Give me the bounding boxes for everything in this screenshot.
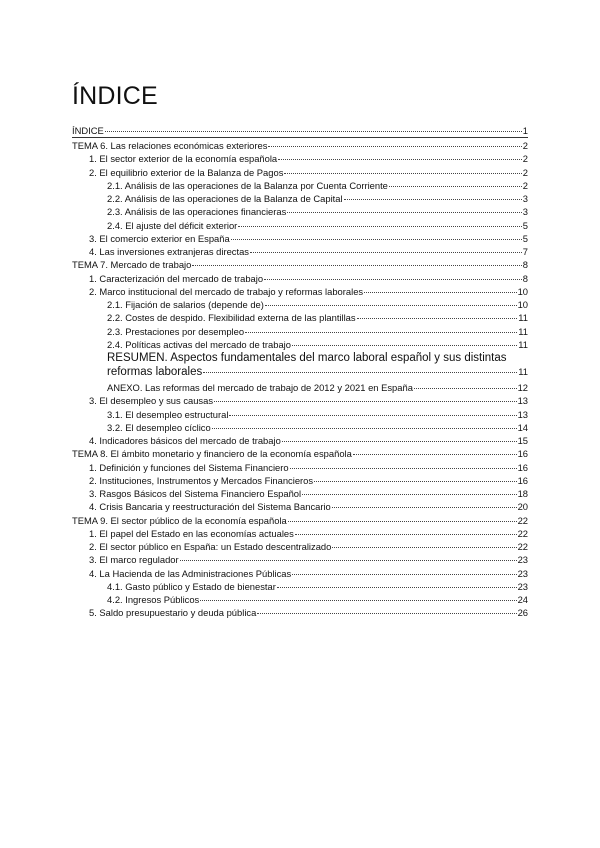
leader-dots [344,199,522,200]
leader-dots [389,186,522,187]
toc-entry[interactable] [72,527,528,540]
toc-entry[interactable] [72,152,528,165]
toc-entry[interactable] [72,580,528,593]
toc-entry[interactable] [72,434,528,447]
toc-entry-label: reformas laborales [107,366,203,378]
toc-page-number: 22 [517,527,528,539]
toc-entry-label: 2. El sector público en España: un Estado descentralizado [89,541,332,552]
toc-entry[interactable] [72,514,528,527]
toc-page-number: 16 [517,474,528,486]
toc-entry[interactable] [72,606,528,619]
toc-entry[interactable] [72,421,528,434]
toc-page-number: 8 [522,259,528,271]
toc-page-number: 2 [522,140,528,151]
toc-page-number: 2 [522,179,528,191]
toc-entry[interactable] [72,408,528,421]
toc-entry-label: 4. Indicadores básicos del mercado de trabajo [89,435,281,446]
page-title: ÍNDICE [72,82,158,110]
leader-dots [332,547,516,548]
toc-page-number: 23 [517,580,528,592]
leader-dots [295,534,517,535]
leader-dots [278,159,522,160]
toc-page-number: 24 [517,594,528,605]
toc-entry-label: 4. La Hacienda de las Administraciones Públicas [89,567,292,579]
toc-entry-label: 2.2. Costes de despido. Flexibilidad externa de las plantillas [107,312,356,324]
toc-page-number: 8 [522,272,528,284]
leader-dots [203,372,517,373]
toc-entry-label: ANEXO. Las reformas del mercado de trabajo de 2012 y 2021 en España [107,382,413,393]
toc-entry[interactable] [72,461,528,474]
toc-entry[interactable] [72,500,528,513]
toc-entry[interactable] [72,232,528,245]
toc-entry-label: 3.1. El desempleo estructural [107,408,229,420]
toc-entry-line [107,365,528,379]
toc-entry-label: 2.4. Políticas activas del mercado de trabajo [107,338,291,350]
toc-entry-label: 4. Las inversiones extranjeras directas [89,246,249,257]
toc-page-number: 12 [517,382,528,393]
toc-entry-label: TEMA 7. Mercado de trabajo [72,259,192,271]
toc-entry-label: 2.1. Fijación de salarios (depende de) [107,299,264,310]
leader-dots [353,454,517,455]
toc-entry-label: 2.1. Análisis de las operaciones de la Balanza por Cuenta Corriente [107,179,388,191]
leader-dots [212,428,517,429]
leader-dots [314,481,517,482]
toc-entry[interactable] [72,179,528,192]
toc-page-number: 11 [518,325,528,337]
toc-page-number: 3 [522,193,528,204]
leader-dots [238,226,522,227]
toc-entry-label: 4.1. Gasto público y Estado de bienestar [107,580,276,592]
toc-page-number: 15 [517,435,528,446]
toc-page-number: 7 [522,246,528,257]
toc-entry-label: 2.2. Análisis de las operaciones de la Balanza de Capital [107,193,343,204]
leader-dots [332,507,517,508]
toc-page-number: 22 [517,514,528,526]
toc-page-number: 10 [517,299,528,310]
toc-entry-label: 5. Saldo presupuestario y deuda pública [89,607,257,619]
toc-entry-label: 2.4. El ajuste del déficit exterior [107,219,238,231]
toc-entry-label: 1. El sector exterior de la economía española [89,153,278,165]
leader-dots [180,560,517,561]
toc-entry[interactable] [72,338,528,351]
leader-dots [357,318,518,319]
toc-entry[interactable] [72,258,528,271]
toc-page-number: 14 [517,421,528,433]
toc-entry-label: TEMA 8. El ámbito monetario y financiero de la economía española [72,448,352,460]
leader-dots [192,265,521,266]
toc-page-number: 5 [522,232,528,244]
toc-entry[interactable] [72,245,528,258]
toc-page-number: 2 [522,166,528,178]
leader-dots [268,146,521,147]
toc-entry-label: ÍNDICE [72,125,104,136]
table-of-contents [72,124,528,620]
leader-dots [288,521,517,522]
toc-entry-label: 4.2. Ingresos Públicos [107,594,200,605]
toc-page-number: 11 [518,338,528,350]
toc-entry-label: 2.3. Análisis de las operaciones financieras [107,206,287,218]
toc-page-number: 18 [517,488,528,499]
toc-page-number: 11 [518,366,528,377]
toc-entry[interactable] [72,381,528,394]
leader-dots [257,613,516,614]
toc-entry-label: 1. Definición y funciones del Sistema Financiero [89,461,289,473]
leader-dots [302,494,516,495]
toc-entry[interactable] [72,298,528,311]
toc-entry-label: RESUMEN. Aspectos fundamentales del marco laboral español y sus distintas [107,352,507,364]
toc-entry-label: 3. El comercio exterior en España [89,232,230,244]
toc-entry[interactable] [72,139,528,152]
leader-dots [231,239,522,240]
toc-entry-label: TEMA 6. Las relaciones económicas exteriores [72,140,268,151]
toc-page-number: 23 [517,554,528,566]
toc-page-number: 26 [517,607,528,619]
toc-page-number: 20 [517,501,528,513]
toc-entry[interactable] [72,192,528,205]
leader-dots [292,574,516,575]
toc-entry-label: 2.3. Prestaciones por desempleo [107,325,245,337]
toc-entry-label: 2. Marco institucional del mercado de trabajo y reformas laborales [89,285,364,297]
leader-dots [229,415,516,416]
toc-page-number: 2 [522,153,528,165]
toc-entry[interactable] [72,474,528,487]
leader-dots [200,600,516,601]
toc-entry[interactable] [72,352,528,379]
toc-page-number: 10 [517,285,528,297]
leader-dots [292,345,517,346]
toc-entry-label: 3. El desempleo y sus causas [89,395,214,407]
toc-entry[interactable] [72,205,528,218]
leader-dots [265,305,517,306]
leader-dots [277,587,517,588]
toc-entry[interactable] [72,447,528,460]
toc-entry[interactable] [72,593,528,606]
toc-entry[interactable] [72,540,528,553]
leader-dots [245,332,517,333]
toc-entry[interactable] [72,219,528,232]
toc-entry[interactable] [72,124,528,138]
leader-dots [414,388,517,389]
toc-page-number: 23 [517,567,528,579]
toc-page-number: 3 [522,206,528,218]
toc-entry-label: TEMA 9. El sector público de la economía española [72,514,287,526]
toc-page-number: 1 [522,125,528,136]
leader-dots [287,212,522,213]
toc-entry-label: 3.2. El desempleo cíclico [107,421,211,433]
leader-dots [214,401,517,402]
leader-dots [105,131,522,132]
toc-entry[interactable] [72,166,528,179]
toc-page-number: 13 [517,408,528,420]
toc-entry-label: 1. Caracterización del mercado de trabajo [89,272,264,284]
toc-entry[interactable] [72,567,528,580]
leader-dots [290,468,517,469]
toc-page-number: 5 [522,219,528,231]
toc-entry-label: 2. Instituciones, Instrumentos y Mercados Financieros [89,474,314,486]
toc-page-number: 13 [517,395,528,407]
toc-page-number: 11 [518,312,528,324]
toc-entry[interactable] [72,553,528,566]
leader-dots [282,441,517,442]
toc-entry[interactable] [72,394,528,407]
toc-page-number: 16 [517,461,528,473]
toc-entry[interactable] [72,325,528,338]
toc-page-number: 22 [517,541,528,552]
toc-entry[interactable] [72,311,528,324]
toc-entry-label: 2. El equilibrio exterior de la Balanza de Pagos [89,166,284,178]
toc-entry-label: 3. Rasgos Básicos del Sistema Financiero Español [89,488,302,499]
leader-dots [284,173,521,174]
leader-dots [250,252,522,253]
toc-entry[interactable] [72,285,528,298]
toc-page-number: 16 [517,448,528,460]
toc-entry-label: 4. Crisis Bancaria y reestructuración del Sistema Bancario [89,501,331,513]
toc-entry[interactable] [72,272,528,285]
toc-entry-label: 1. El papel del Estado en las economías actuales [89,527,294,539]
toc-entry[interactable] [72,487,528,500]
leader-dots [264,279,522,280]
toc-entry-label: 3. El marco regulador [89,554,179,566]
leader-dots [364,292,516,293]
